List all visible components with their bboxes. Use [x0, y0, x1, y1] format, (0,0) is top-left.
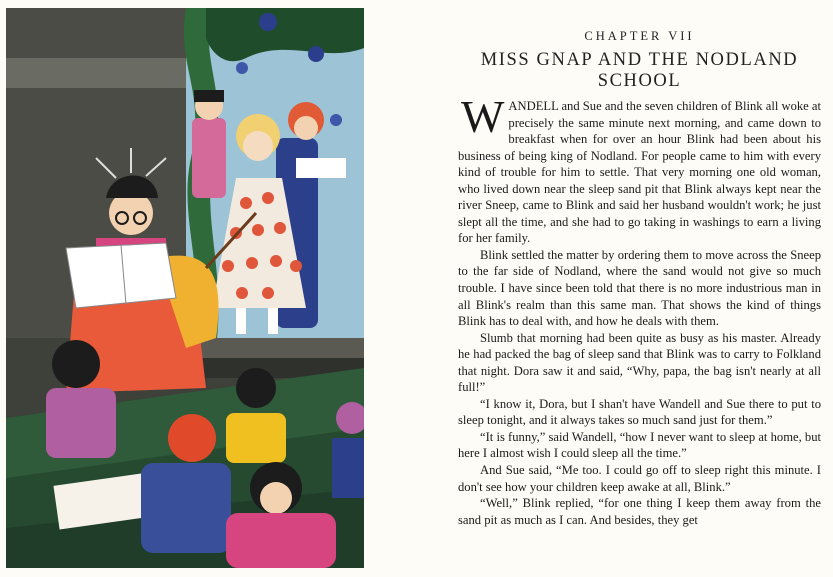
paragraph: “It is funny,” said Wandell, “how I never want to sleep at home, but here I almost wish I could sleep all the time.” — [458, 429, 821, 461]
chapter-label: CHAPTER VII — [584, 29, 695, 43]
text-page — [458, 26, 821, 571]
paragraph: “Well,” Blink replied, “for one thing I keep them away from the sand pit as much as I can. And besides, they get — [458, 496, 821, 527]
classroom-illustration — [6, 8, 364, 568]
paragraph: “I know it, Dora, but I shan't have Wandell and Sue there to put to sleep tonight, and it always takes so much sand just for them.” — [458, 396, 821, 428]
paragraph: And Sue said, “Me too. I could go off to sleep right this minute. I don't see how your children keep awake at all, Blink.” — [458, 463, 821, 494]
paragraph: Slumb that morning had been quite as busy as his master. Already he had packed the bag of sleep sand that Blink was to carry to Folkland that night. Dora saw it and said, “Why, papa, the bag isn't nearly at all full!” — [458, 330, 821, 395]
paragraph: WANDELL and Sue and the seven children of Blink all woke at precisely the same minute next morning, and came down to breakfast when for over an hour Blink had been about his business of being king of Nodland. For people came to him with every kind of trouble for him to settle. That very morning one old woman, who lived down near the sleep sand pit that Blink always kept near the river Sneep, came to Blink and said her husband wouldn't work; he just slept all the time, and she had to go taking in washings to earn a living for her family. — [458, 91, 821, 246]
drop-cap: W — [461, 91, 505, 142]
classroom-illustration-icon — [6, 8, 364, 568]
chapter-body — [458, 91, 821, 528]
paragraph: Blink settled the matter by ordering them to move across the Sneep to the far side of Nodland, where the sand would not give so much trouble. I have since been told that there is no more industrious man in all Blink's realm than this same man. That shows the kind of things Blink has to deal with, and how he deals with them. — [458, 247, 821, 329]
chapter-title: MISS GNAP AND THE NODLAND SCHOOL — [480, 50, 799, 91]
